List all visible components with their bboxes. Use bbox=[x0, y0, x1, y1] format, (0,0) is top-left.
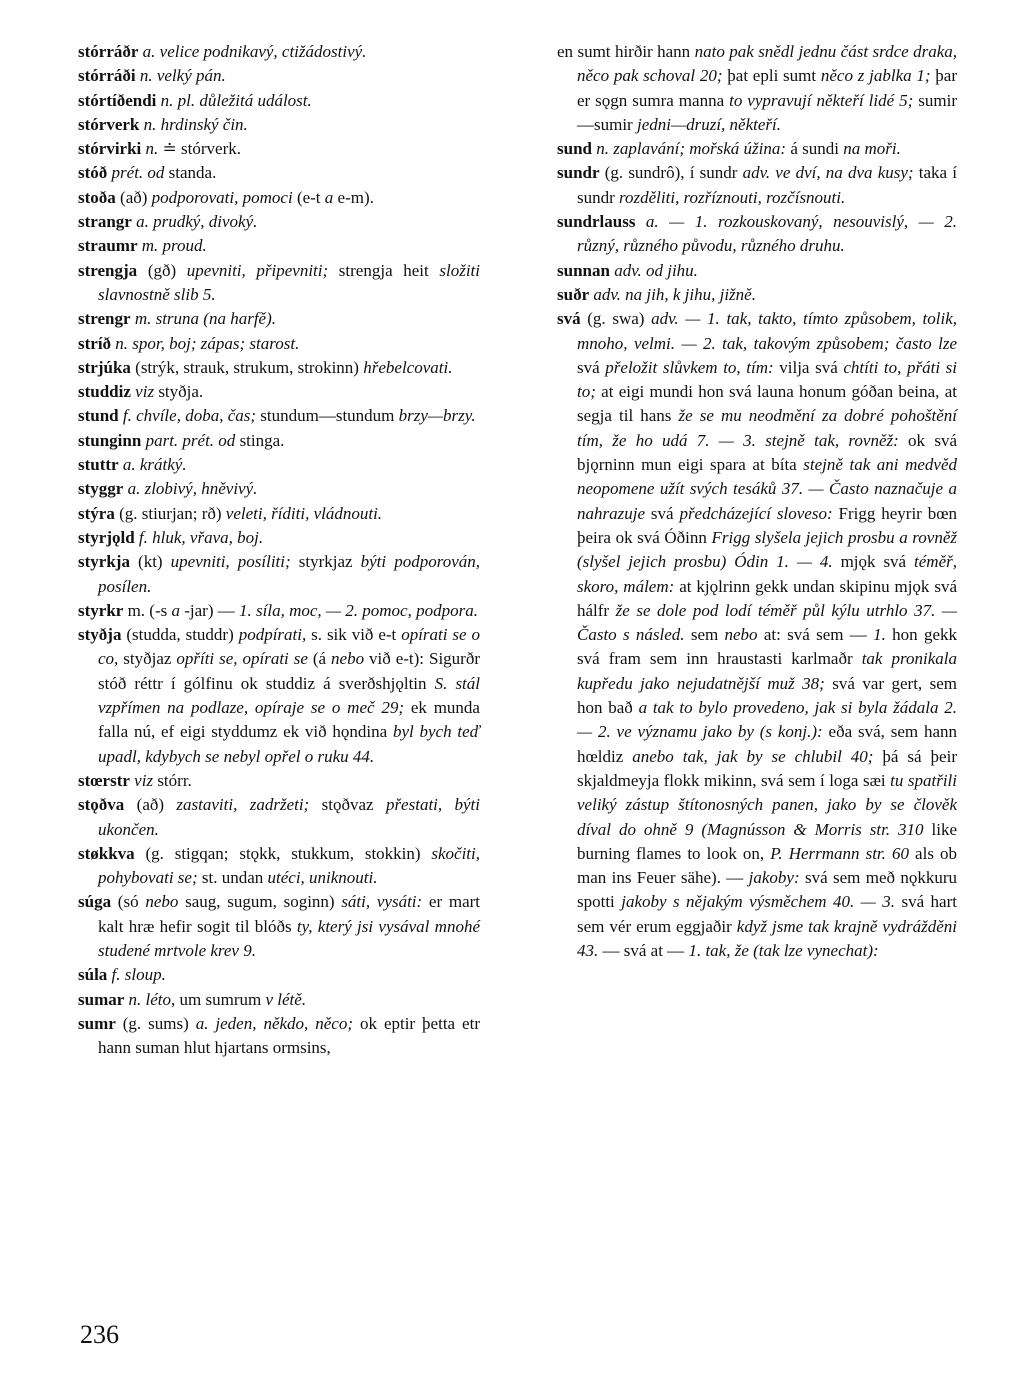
dictionary-entry bbox=[78, 210, 480, 234]
source-text: á sundi bbox=[786, 139, 844, 159]
translation-text: a. krátký. bbox=[118, 455, 187, 475]
translation-text: tu spatřili veliký zástup štítonosných panen, jako by se člověk díval do ohně 9 (Magnússon & Morris str. 310 bbox=[577, 770, 957, 839]
translation-text: veleti, říditi, vládnouti. bbox=[225, 503, 383, 523]
translation-text: něco z jablka 1; bbox=[820, 66, 931, 86]
dictionary-entry bbox=[557, 210, 957, 259]
headword: stoða bbox=[78, 187, 116, 207]
headword: strjúka bbox=[78, 357, 131, 377]
headword: sumr bbox=[78, 1013, 116, 1033]
translation-text: adv. na jih, k jihu, jižně. bbox=[589, 284, 756, 304]
source-text: þat epli sumt bbox=[722, 66, 821, 86]
translation-text: Frigg slyšela jejich prosbu a rovněž (slyšel jejich prosbu) Ódin 1. — 4. bbox=[577, 527, 957, 572]
translation-text: stejně tak ani medvěd neopomene užít svých tesáků 37. — Často naznačuje a nahrazuje bbox=[577, 455, 958, 523]
translation-text: že se dole pod lodí téměř půl kýlu utrhlo 37. — Často s násled. bbox=[577, 600, 957, 645]
dictionary-entry bbox=[78, 963, 480, 987]
source-text: sumir—sumir bbox=[577, 90, 957, 134]
dictionary-entry bbox=[78, 842, 480, 891]
source-text: svá bbox=[577, 357, 606, 377]
dictionary-entry bbox=[78, 623, 480, 769]
source-text: like burning flames to look on, bbox=[577, 819, 957, 863]
translation-text: předcházející sloveso: bbox=[679, 503, 833, 523]
translation-text: upevniti, posíliti; bbox=[170, 552, 291, 572]
dictionary-entry bbox=[78, 137, 480, 161]
headword: stóð bbox=[78, 163, 108, 183]
headword: stríð bbox=[78, 333, 112, 353]
dictionary-entry bbox=[78, 769, 480, 793]
translation-text: v létě. bbox=[265, 989, 307, 1009]
source-text: Frigg heyrir bœn þeira ok svá Óðinn bbox=[577, 503, 957, 547]
source-text: (g. swa) bbox=[580, 309, 652, 329]
translation-text: a. — 1. rozkouskovaný, nesouvislý, — 2. různý, různého původu, různého druhu. bbox=[577, 212, 957, 256]
translation-text: 1. bbox=[873, 625, 886, 645]
headword: stœrstr bbox=[78, 770, 130, 790]
translation-text: a. jeden, někdo, něco; bbox=[195, 1013, 354, 1033]
source-text: þá sá þeir skjaldmeyja flokk mikinn, svá sem í loga sæi bbox=[577, 746, 957, 790]
translation-text: 1. tak, že (tak lze vynechat): bbox=[688, 940, 879, 960]
headword: stund bbox=[78, 406, 119, 426]
dictionary-entry bbox=[78, 1012, 480, 1061]
translation-text: n. hrdinský čin. bbox=[139, 114, 248, 134]
dictionary-entry bbox=[78, 453, 480, 477]
source-text: (g. stigqan; stǫkk, stukkum, stokkin) bbox=[134, 843, 432, 863]
dictionary-entry bbox=[557, 259, 957, 283]
translation-text: a. velice podnikavý, ctižádostivý. bbox=[138, 42, 367, 61]
dictionary-entry bbox=[78, 550, 480, 599]
translation-text: býti podporován, posílen. bbox=[98, 552, 480, 596]
source-text: styðjaz bbox=[118, 649, 177, 669]
translation-text: rozděliti, rozříznouti, rozčísnouti. bbox=[619, 187, 846, 207]
headword: sundrlauss bbox=[557, 212, 636, 232]
source-text: um sumrum bbox=[175, 989, 266, 1009]
translation-text: m. proud. bbox=[137, 236, 207, 256]
translation-text: a bbox=[324, 187, 334, 207]
source-text: mjǫk svá bbox=[832, 552, 915, 572]
headword: straumr bbox=[78, 236, 138, 256]
dictionary-entry bbox=[78, 526, 480, 550]
translation-text: brzy—brzy. bbox=[398, 406, 476, 426]
headword: stuttr bbox=[78, 455, 119, 475]
translation-text: a tak to bylo provedeno, jak si byla žádala 2. — 2. ve významu jako by (s konj.): bbox=[577, 698, 957, 742]
source-text: stinga. bbox=[239, 430, 285, 450]
headword: styrkja bbox=[78, 552, 130, 572]
page-number: 236 bbox=[80, 1320, 119, 1349]
headword: sund bbox=[557, 139, 592, 159]
translation-text: přestati, býti ukončen. bbox=[98, 795, 481, 839]
translation-text: jakoby s nějakým výsměchem 40. — 3. bbox=[621, 892, 895, 912]
dictionary-entry bbox=[557, 161, 957, 210]
source-text: styrkjaz bbox=[290, 552, 361, 572]
translation-text: podpírati, bbox=[238, 625, 307, 645]
headword: stórtíðendi bbox=[78, 90, 157, 110]
source-text: stundum—stundum bbox=[256, 406, 399, 426]
source-text: (strýk, strauk, strukum, strokinn) bbox=[130, 357, 364, 377]
dictionary-entry bbox=[78, 988, 480, 1012]
translation-text: utéci, uniknouti. bbox=[267, 868, 378, 888]
source-text: eða svá, sem hann hœldiz bbox=[577, 722, 957, 766]
dictionary-entry bbox=[78, 234, 480, 258]
translation-text: tak pronikala kupředu jako nejudatnější muž 38; bbox=[577, 649, 958, 693]
source-text: -jar) — bbox=[180, 600, 240, 620]
translation-text: adv. od jihu. bbox=[609, 260, 698, 280]
translation-text: adv. — 1. tak, takto, tímto způsobem, tolik, mnoho, velmi. — 2. tak, takovým způsobem; často lze bbox=[577, 309, 958, 353]
headword: stýra bbox=[78, 503, 115, 523]
headword: súga bbox=[78, 892, 112, 912]
translation-text: ty, který jsi vysával mnohé studené mrtvole krev 9. bbox=[98, 916, 480, 960]
headword: stórráði bbox=[78, 66, 136, 86]
source-text: þar er sǫgn sumra manna bbox=[577, 66, 957, 110]
dictionary-entry bbox=[557, 40, 957, 137]
translation-text: n. léto, bbox=[124, 989, 176, 1009]
translation-text: anebo tak, jak by se chlubil 40; bbox=[632, 746, 874, 766]
translation-text: S. stál vzpřímen na podlaze, opíraje se o meč 29; bbox=[98, 673, 481, 718]
headword: svá bbox=[557, 309, 581, 329]
translation-text: n. spor, boj; zápas; starost. bbox=[111, 333, 300, 353]
translation-text: f. hluk, vřava, boj. bbox=[134, 527, 264, 547]
translation-text: jedni—druzí, někteří. bbox=[636, 114, 781, 134]
translation-text: viz bbox=[129, 770, 158, 790]
translation-text: n. pl. důležitá událost. bbox=[156, 90, 312, 110]
dictionary-entry bbox=[78, 356, 480, 380]
translation-text: viz bbox=[130, 382, 159, 402]
translation-text: skočiti, pohybovati se; bbox=[98, 843, 480, 888]
dictionary-entry bbox=[78, 332, 480, 356]
source-text: ok eptir þetta etr hann suman hlut hjartans ormsins, bbox=[98, 1013, 480, 1058]
source-text: við e-t): Sigurðr stóð réttr í gólfinu ok studdiz á sverðshjǫltin bbox=[98, 649, 480, 693]
dictionary-entry bbox=[78, 429, 480, 453]
headword: strengja bbox=[78, 260, 138, 280]
source-text: strengja heit bbox=[328, 260, 440, 280]
translation-text: jakoby: bbox=[748, 868, 800, 888]
translation-text: byl bych teď upadl, kdybych se nebyl opřel o ruku 44. bbox=[98, 722, 480, 766]
source-text: st. undan bbox=[197, 868, 268, 888]
source-text: at eigi mundi hon svá launa honum góðan beina, at segja til hans bbox=[577, 382, 957, 426]
source-text: (að) bbox=[124, 795, 177, 815]
translation-text: zastaviti, zadržeti; bbox=[176, 795, 310, 815]
dictionary-entry bbox=[78, 186, 480, 210]
translation-text: že se mu neodmění za dobré pohoštění tím, že ho udá 7. — 3. stejně tak, rovněž: bbox=[577, 406, 957, 450]
dictionary-entry bbox=[78, 599, 480, 623]
dictionary-entry bbox=[78, 89, 480, 113]
dictionary-entry bbox=[78, 64, 480, 88]
source-text: taka í sundr bbox=[577, 163, 957, 207]
translation-text: složiti slavnostně slib 5. bbox=[98, 260, 480, 304]
headword: stǫðva bbox=[78, 795, 125, 815]
headword: stórverk bbox=[78, 114, 140, 134]
translation-text: prét. od bbox=[107, 163, 169, 183]
source-text: (gð) bbox=[137, 260, 187, 280]
source-text: saug, sugum, soginn) bbox=[178, 892, 342, 912]
headword: studdiz bbox=[78, 382, 131, 402]
translation-text: adv. ve dví, na dva kusy; bbox=[742, 163, 914, 183]
dictionary-entry bbox=[78, 890, 480, 963]
source-text: svá var gert, sem hon bað bbox=[577, 673, 957, 718]
translation-text: part. prét. od bbox=[141, 430, 240, 450]
translation-text: chtíti to, přáti si to; bbox=[577, 357, 957, 402]
source-text: er mart kalt hræ hefir sogit til blóðs bbox=[98, 892, 480, 936]
source-text: stórr. bbox=[157, 770, 192, 790]
source-text: (g. sundrô), í sundr bbox=[599, 163, 743, 183]
dictionary-entry bbox=[78, 307, 480, 331]
headword: styrjǫld bbox=[78, 527, 135, 547]
source-text: (kt) bbox=[129, 552, 171, 572]
source-text: ok svá bjǫrninn mun eigi spara at bíta bbox=[577, 430, 957, 475]
source-text: — svá at — bbox=[598, 940, 689, 960]
dictionary-entry bbox=[557, 137, 957, 161]
translation-text: m. struna (na harfě). bbox=[130, 309, 277, 329]
source-text: stǫðvaz bbox=[309, 795, 386, 815]
translation-text: hřebelcovati. bbox=[363, 357, 453, 377]
translation-text: nato pak snědl jednu část srdce draka, něco pak schoval 20; bbox=[577, 42, 957, 86]
source-text: styðja. bbox=[158, 382, 204, 402]
source-text: (studda, studdr) bbox=[121, 625, 239, 645]
source-text: svá hart sem vér erum eggjaðir bbox=[577, 892, 957, 936]
headword: styðja bbox=[78, 625, 122, 645]
source-text: e-m). bbox=[333, 187, 374, 207]
source-text: vilja svá bbox=[773, 357, 844, 377]
translation-text: přeložit slůvkem to, tím: bbox=[605, 357, 774, 377]
dictionary-entry bbox=[557, 283, 957, 307]
translation-text: nebo bbox=[724, 625, 758, 645]
headword: støkkva bbox=[78, 843, 135, 863]
headword: sundr bbox=[557, 163, 600, 183]
translation-text: n. velký pán. bbox=[135, 66, 226, 86]
source-text: standa. bbox=[168, 163, 217, 183]
dictionary-entry bbox=[78, 793, 480, 842]
headword: stórráðr bbox=[78, 42, 139, 61]
headword: strengr bbox=[78, 309, 131, 329]
source-text: at: svá sem — bbox=[757, 625, 874, 645]
translation-text: to vypravují někteří lidé 5; bbox=[729, 90, 914, 110]
headword: stunginn bbox=[78, 430, 142, 450]
headword: stórvirki bbox=[78, 139, 142, 159]
headword: styrkr bbox=[78, 600, 124, 620]
translation-text: upevniti, připevniti; bbox=[186, 260, 329, 280]
source-text: at kjǫlrinn gekk undan skipinu mjǫk svá hálfr bbox=[577, 576, 957, 620]
headword: styggr bbox=[78, 479, 124, 499]
translation-text: opříti se, opírati se bbox=[176, 649, 308, 669]
translation-text: téměř, skoro, málem: bbox=[577, 552, 957, 596]
dictionary-entry bbox=[78, 477, 480, 501]
translation-text: 1. síla, moc, — 2. pomoc, podpora. bbox=[239, 600, 478, 620]
translation-text: n. bbox=[141, 139, 163, 159]
source-text: (g. sums) bbox=[115, 1013, 196, 1033]
translation-text: a bbox=[171, 600, 180, 620]
headword: súla bbox=[78, 965, 108, 985]
translation-text: a. prudký, divoký. bbox=[131, 212, 258, 232]
source-text: ≐ stórverk. bbox=[162, 139, 241, 159]
headword: sumar bbox=[78, 989, 125, 1009]
translation-text: sáti, vysáti: bbox=[341, 892, 423, 912]
translation-text: opírati se o co, bbox=[98, 625, 480, 669]
source-text: als ob man ins Feuer sähe). — bbox=[577, 843, 957, 888]
translation-text: když jsme tak krajně vydrážděni 43. bbox=[577, 916, 957, 960]
dictionary-entry bbox=[78, 40, 480, 64]
dictionary-entry bbox=[78, 113, 480, 137]
translation-text: n. zaplavání; mořská úžina: bbox=[591, 139, 787, 159]
translation-text: nebo bbox=[331, 649, 365, 669]
left-column bbox=[78, 40, 480, 1060]
dictionary-entry bbox=[78, 502, 480, 526]
source-text: (só bbox=[111, 892, 146, 912]
source-text: ek munda falla nú, ef eigi styddumz ek við hǫndina bbox=[98, 698, 480, 742]
dictionary-entry bbox=[78, 259, 480, 308]
source-text: svá sem með nǫkkuru spotti bbox=[577, 868, 957, 912]
translation-text: na moři. bbox=[843, 139, 901, 159]
dictionary-entry bbox=[557, 307, 957, 963]
source-text: s. sik við e-t bbox=[306, 625, 402, 645]
translation-text: nebo bbox=[145, 892, 179, 912]
source-text: (e-t bbox=[292, 187, 325, 207]
source-text: svá bbox=[645, 503, 680, 523]
translation-text: podporovati, pomoci bbox=[151, 187, 293, 207]
headword: sunnan bbox=[557, 260, 610, 280]
source-text: m. (-s bbox=[123, 600, 172, 620]
source-text: (g. stiurjan; rð) bbox=[114, 503, 226, 523]
right-column bbox=[557, 40, 957, 963]
source-text: sem bbox=[684, 625, 725, 645]
dictionary-entry bbox=[78, 161, 480, 185]
translation-text: f. chvíle, doba, čas; bbox=[118, 406, 257, 426]
source-text: (á bbox=[307, 649, 332, 669]
translation-text: a. zlobivý, hněvivý. bbox=[123, 479, 258, 499]
dictionary-entry bbox=[78, 404, 480, 428]
headword: strangr bbox=[78, 212, 132, 232]
dictionary-entry bbox=[78, 380, 480, 404]
translation-text: f. sloup. bbox=[107, 965, 166, 985]
source-text: hon gekk svá fram sem inn hraustasti karlmaðr bbox=[577, 625, 957, 669]
source-text: en sumt hirðir hann bbox=[557, 42, 695, 61]
translation-text: P. Herrmann str. 60 bbox=[770, 843, 909, 863]
source-text: (að) bbox=[115, 187, 152, 207]
headword: suðr bbox=[557, 284, 590, 304]
